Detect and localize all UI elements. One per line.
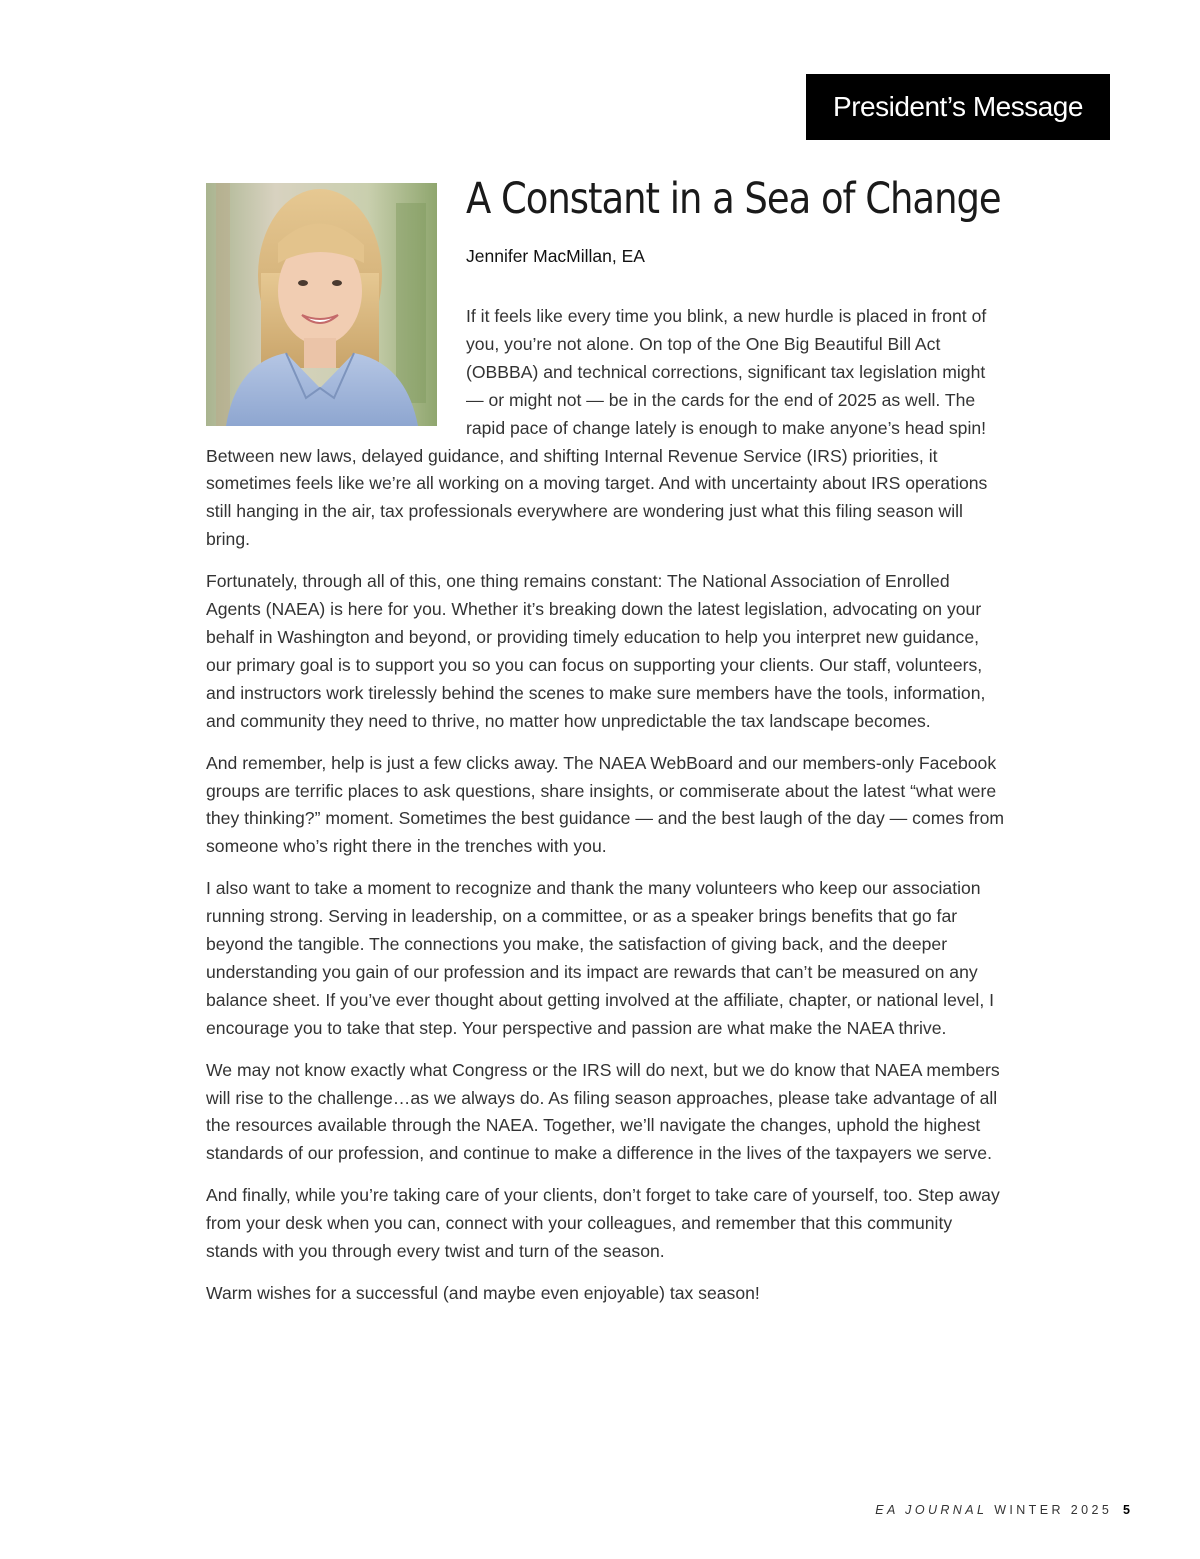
issue-label: WINTER 2025 (994, 1503, 1113, 1517)
paragraph: Fortunately, through all of this, one thing remains constant: The National Association of Enrolled Agents (NAEA) is here for you. Whether it’s breaking down the latest legislation, advocating on your behalf in Washington and beyond, or providing timely education to help you interpret new guidance, our primary goal is to support you so you can focus on supporting your clients. Our staff, volunteers, and instructors work tirelessly behind the scenes to make sure members have the tools, information, and community they need to thrive, no matter how unpredictable the tax landscape becomes. (206, 571, 986, 731)
paragraph: And remember, help is just a few clicks away. The NAEA WebBoard and our members-only Facebook groups are terrific places to ask questions, share insights, or commiserate about the latest “what were they thinking?” moment. Sometimes the best guidance — and the best laugh of the day — comes from someone who’s right there in the trenches with you. (206, 752, 1005, 857)
article-body (206, 303, 1006, 1322)
page-footer (875, 1503, 1130, 1517)
page-number: 5 (1123, 1503, 1130, 1517)
paragraph: And finally, while you’re taking care of your clients, don’t forget to take care of yourself, too. Step away from your desk when you can, connect with your colleagues, and remember that this community stands with you through every twist and turn of the season. (206, 1185, 1000, 1262)
paragraph: If it feels like every time you blink, a new hurdle is placed in front of you, you’re not alone. On top of the One Big Beautiful Bill Act (OBBBA) and technical corrections, significant tax legislation might — or might not — be in the cards for the end of 2025 as well. The rapid pace of change lately is enough to make anyone’s head spin! Between new laws, delayed guidance, and shifting Internal Revenue Service (IRS) priorities, it sometimes feels like we’re all working on a moving target. And with uncertainty about IRS operations still hanging in the air, tax professionals everywhere are wondering just what this filing season will bring. (206, 306, 988, 550)
journal-name: EA JOURNAL (875, 1503, 988, 1517)
paragraph: Warm wishes for a successful (and maybe even enjoyable) tax season! (206, 1283, 760, 1303)
article-title: A Constant in a Sea of Change (466, 174, 1001, 224)
author-byline: Jennifer MacMillan, EA (466, 246, 645, 266)
paragraph: I also want to take a moment to recognize and thank the many volunteers who keep our association running strong. Serving in leadership, on a committee, or as a speaker brings benefits that go far beyond the tangible. The connections you make, the satisfaction of giving back, and the deeper understanding you gain of our profession and its impact are rewards that can’t be measured on any balance sheet. If you’ve ever thought about getting involved at the affiliate, chapter, or national level, I encourage you to take that step. Your perspective and passion are what make the NAEA thrive. (206, 878, 995, 1038)
section-banner (806, 74, 1110, 140)
section-label: President’s Message (833, 91, 1083, 122)
paragraph: We may not know exactly what Congress or the IRS will do next, but we do know that NAEA members will rise to the challenge…as we always do. As filing season approaches, please take advantage of all the resources available through the NAEA. Together, we’ll navigate the changes, uphold the highest standards of our profession, and continue to make a difference in the lives of the taxpayers we serve. (206, 1059, 1000, 1164)
portrait-wrap-spacer (206, 303, 466, 425)
